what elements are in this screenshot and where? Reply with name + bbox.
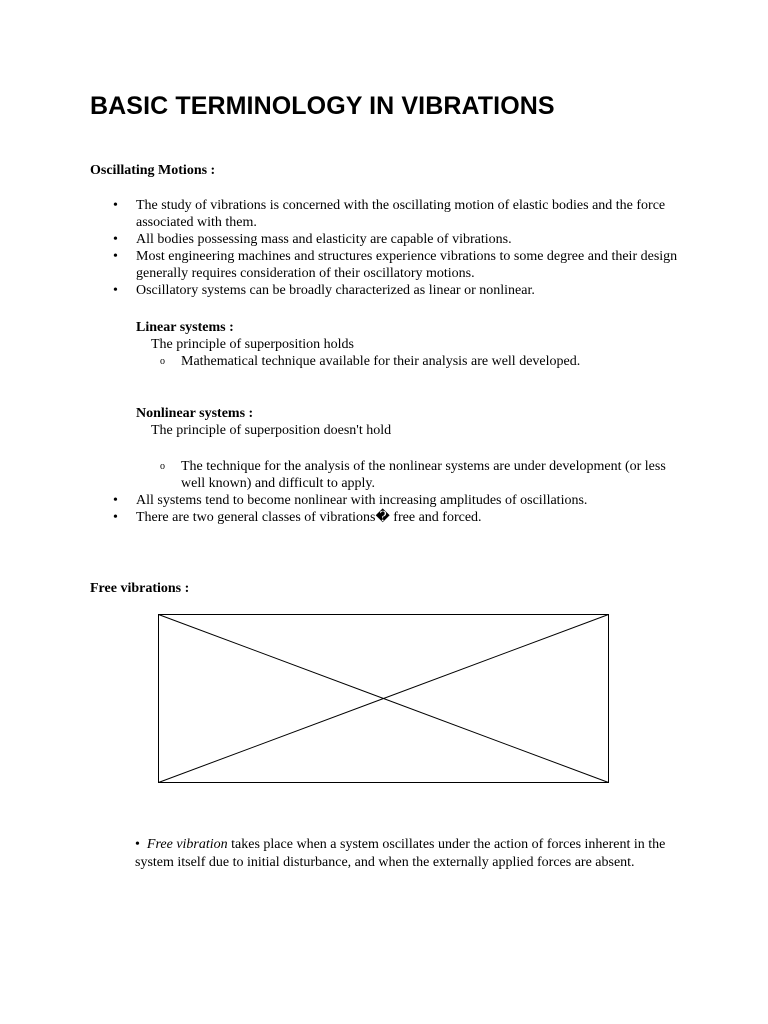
free-vibration-text: takes place when a system oscillates under the action of forces inherent in the system itself due to initial disturbance, and when the externally applied forces are absent. [135,837,666,870]
linear-systems-description: The principle of superposition holds [151,337,354,352]
linear-systems-sublist [160,353,690,370]
free-vibration-term: Free vibration [146,837,228,852]
linear-systems-heading: Linear systems : [136,320,234,335]
list-item: • All bodies possessing mass and elasticity are capable of vibrations. [90,231,690,248]
list-item: • All systems tend to become nonlinear with increasing amplitudes of oscillations. [90,492,690,509]
list-item: • Oscillatory systems can be broadly characterized as linear or nonlinear. [90,282,690,299]
list-item: • Most engineering machines and structures experience vibrations to some degree and their design generally requires consideration of their oscillatory motions. [90,248,690,282]
bullet-marker: • [135,837,140,852]
list-item: o Mathematical technique available for their analysis are well developed. [160,353,690,370]
broken-image-placeholder-icon [158,614,610,789]
list-item: • There are two general classes of vibrations� free and forced. [90,509,690,526]
oscillating-bullet-list [90,197,690,299]
nonlinear-systems-heading: Nonlinear systems : [136,406,254,421]
oscillating-motions-heading: Oscillating Motions : [90,163,216,178]
free-vibration-paragraph [135,836,675,872]
free-vibrations-heading: Free vibrations : [90,581,190,596]
nonlinear-systems-description: The principle of superposition doesn't hold [151,423,392,438]
general-bullet-list [90,492,690,526]
list-item: o The technique for the analysis of the nonlinear systems are under development (or less well known) and difficult to apply. [160,458,690,492]
list-item: • The study of vibrations is concerned with the oscillating motion of elastic bodies and the force associated with them. [90,197,690,231]
nonlinear-systems-sublist [160,458,690,492]
page-title: BASIC TERMINOLOGY IN VIBRATIONS [90,92,555,120]
